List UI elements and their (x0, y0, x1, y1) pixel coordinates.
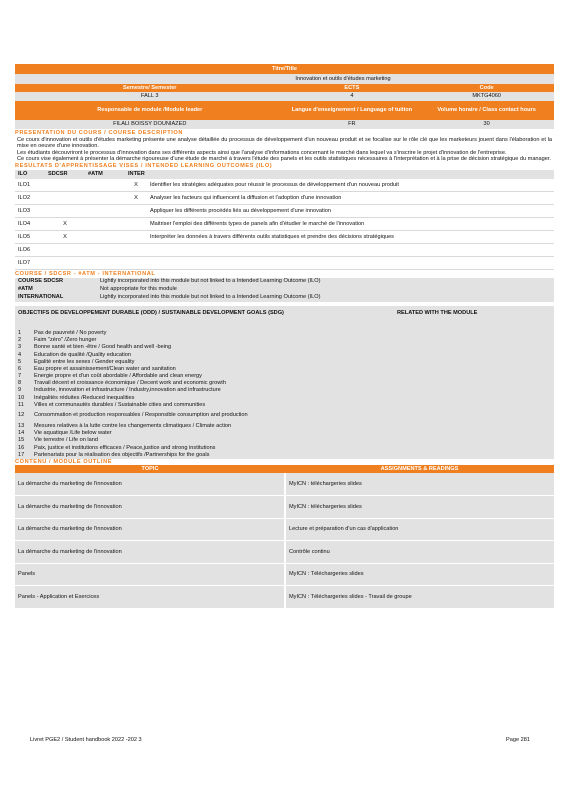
sdg-number: 15 (18, 437, 25, 444)
sdg-number: 6 (18, 365, 22, 372)
sdg-number: 8 (18, 380, 22, 387)
outline-row (15, 518, 554, 541)
ilo-table (15, 170, 554, 271)
syllabus-page (15, 64, 554, 609)
outline-topic: La démarche du marketing de l'innovation (15, 496, 285, 519)
international-label: INTERNATIONAL (18, 294, 64, 301)
outline-row (15, 541, 554, 564)
ilo-id: ILO2 (15, 192, 45, 205)
sdg-related-cell (367, 423, 554, 430)
ilo-row (15, 192, 554, 205)
outline-topic: Panels - Application et Exercices (15, 586, 285, 609)
ilo-inter-mark (125, 231, 147, 244)
outline-reading: Lecture et préparation d'un cas d'application (285, 518, 554, 541)
sdg-row (15, 387, 554, 394)
page-footer (30, 737, 530, 744)
sdg-related-cell (367, 387, 554, 394)
description-paragraph: Ce cours vise également à présenter la démarche rigoureuse d'une étude de marché à travers l'étude des panels et les outils statistiques nécessaires à l'interprétation et à la prise de décision stratégique du manager. (17, 156, 551, 163)
sdg-number: 17 (18, 451, 25, 458)
ilo-inter-mark (125, 257, 147, 270)
sdg-goal: Paix, justice et institutions efficaces / Peace,justice and strong institutions (34, 444, 216, 451)
sdg-row (15, 444, 554, 451)
ilo-row (15, 231, 554, 244)
ects-value: 4 (350, 93, 354, 100)
sdcsr-col-header: SDCSR (48, 170, 68, 177)
sdg-goal: Inégalités réduites /Reduced inequalities (34, 394, 135, 401)
ilo-row (15, 244, 554, 257)
sdg-number: 1 (18, 329, 22, 336)
description-paragraph: Les étudiants découvriront le processus d'innovation dans ses différents aspects ainsi que l'analyse d'informations concernant le marché dans lequel va s'inscrire le projet d'innovation de l'entreprise. (17, 149, 507, 156)
description-paragraph: Ce cours d'innovation et outils d'études marketing présente une analyse détaillée du processus de développement d'un nouveau produit et se focalise sur le rôle clé que les marketeurs jouent dans l'élaboration et la mise en oeuvre d'une innovation. (17, 136, 552, 150)
sdg-goal: Eau propre et assainissement/Clean water and sanitation (34, 365, 176, 372)
sdg-row (15, 373, 554, 380)
ilo-sdcsr-mark (45, 244, 85, 257)
ilo-row (15, 179, 554, 192)
sdg-related-cell (367, 358, 554, 365)
atm-label: #ATM (18, 286, 33, 293)
sdg-heading: OBJECTIFS DE DEVELOPPEMENT DURABLE (ODD) / SUSTAINABLE DEVELOPMENT GOALS (SDG) (18, 309, 284, 316)
ilo-heading: RESULTATS D'APPRENTISSAGE VISES / INTENDED LEARNING OUTCOMES (ILO) (15, 162, 273, 169)
ilo-inter-mark (125, 218, 147, 231)
ilo-inter-mark (125, 244, 147, 257)
outline-table (15, 465, 554, 609)
sdg-number: 5 (18, 358, 22, 365)
outline-row (15, 586, 554, 609)
language-label: Langue d'enseignement / Language of tuition (285, 101, 420, 120)
sdg-row (15, 358, 554, 365)
outline-topic: La démarche du marketing de l'innovation (15, 473, 285, 496)
outline-topic: Panels (15, 563, 285, 586)
sdg-number: 16 (18, 444, 25, 451)
sdg-row (15, 423, 554, 430)
ilo-atm-mark (85, 218, 125, 231)
sdg-row (15, 337, 554, 344)
sdg-number: 10 (18, 394, 25, 401)
ilo-inter-mark: X (125, 179, 147, 192)
sdg-row (15, 402, 554, 409)
sdg-number: 12 (18, 412, 25, 419)
language-value: FR (348, 121, 356, 128)
ilo-row (15, 257, 554, 270)
sdg-number: 14 (18, 430, 25, 437)
volume-label: Volume horaire / Class contact hours (419, 101, 554, 120)
ilo-sdcsr-mark: X (45, 218, 85, 231)
sdg-goal: Faim "zéro" /Zero hunger (34, 337, 97, 344)
outline-topic: La démarche du marketing de l'innovation (15, 518, 285, 541)
ilo-text (147, 257, 554, 270)
sdg-row (15, 451, 554, 458)
responsible-label: Responsable de module /Module leader (15, 101, 285, 120)
sdg-goal: Industrie, innovation et infrastructure / Industry,innovation and infrastructure (34, 387, 221, 394)
title-label: Titre/Title (15, 64, 554, 74)
sdg-goal: Vie aquatique /Life below water (34, 430, 112, 437)
sdg-goal: Bonne santé et bien -être / Good health and well -being (34, 344, 172, 351)
outline-topic: La démarche du marketing de l'innovation (15, 541, 285, 564)
ilo-row (15, 218, 554, 231)
sdg-related-cell (367, 337, 554, 344)
ilo-text: Analyser les facteurs qui influencent la diffusion et l'adoption d'une innovation (147, 192, 554, 205)
sdg-table (15, 306, 554, 459)
ilo-id: ILO5 (15, 231, 45, 244)
ilo-atm-mark (85, 231, 125, 244)
topic-col-header: TOPIC (15, 465, 285, 473)
module-title: Innovation et outils d'études marketing (295, 75, 391, 82)
sdg-number: 4 (18, 351, 22, 358)
sdg-goal: Egalité entre les sexes / Gender equality (34, 358, 135, 365)
responsible-value: FILALI BOISSY DOUNIAZED (113, 121, 187, 128)
course-description (15, 137, 554, 163)
outline-reading: MyICN : Téléchargeries slides - Travail de groupe (285, 586, 554, 609)
course-sdcsr-label: COURSE SDCSR (18, 278, 64, 285)
ilo-text (147, 244, 554, 257)
sdg-related-cell (367, 380, 554, 387)
course-sdcsr-text: Lightly incorporated into this module but not linked to a Intended Learning Outcome (ILO) (100, 278, 321, 285)
outline-reading: MyICN : Téléchargeries slides (285, 563, 554, 586)
sdg-row (15, 330, 554, 337)
sdg-related-cell (367, 351, 554, 358)
handbook-label: Livret PGE2 / Student handbook 2022 -202 3 (30, 737, 142, 743)
ilo-inter-mark: X (125, 192, 147, 205)
sdg-related-cell (367, 409, 554, 423)
atm-col-header: #ATM (88, 170, 103, 177)
semester-value: FALL 3 (140, 93, 159, 100)
ilo-atm-mark (85, 257, 125, 270)
sdg-goal: Villes et communautés durables / Sustainable cities and communities (34, 401, 206, 408)
sdg-row (15, 430, 554, 437)
sdg-related-cell (367, 366, 554, 373)
sdg-row (15, 344, 554, 351)
sdg-number: 2 (18, 337, 22, 344)
sdg-number: 13 (18, 423, 25, 430)
sdg-row (15, 351, 554, 358)
outline-reading: MyICN : téléchargeries slides (285, 496, 554, 519)
ilo-sdcsr-mark (45, 257, 85, 270)
ilo-atm-mark (85, 192, 125, 205)
sdg-number: 9 (18, 387, 22, 394)
sdg-related-heading: RELATED WITH THE MODULE (397, 309, 478, 316)
ilo-text: Identifier les stratégies adéquates pour réussir le processus de développement d'un nouveau produit (147, 179, 554, 192)
sdg-goal: Partenariats pour la réalisation des objectifs /Partnerships for the goals (34, 451, 210, 458)
outline-reading: Contrôle continu (285, 541, 554, 564)
ilo-inter-mark (125, 205, 147, 218)
sdg-row (15, 394, 554, 401)
ilo-sdcsr-mark (45, 192, 85, 205)
sdg-related-cell (367, 451, 554, 458)
ilo-atm-mark (85, 179, 125, 192)
ilo-id: ILO4 (15, 218, 45, 231)
inter-col-header: INTER (128, 170, 145, 177)
outline-row (15, 496, 554, 519)
sdg-row (15, 366, 554, 373)
sdg-goal: Energie propre et d'un coût abordable / Affordable and clean energy (34, 373, 202, 380)
sdg-related-cell (367, 437, 554, 444)
ilo-text: Appliquer les différents procédés liés au développement d'une innovation (147, 205, 554, 218)
sdg-related-cell (367, 444, 554, 451)
ilo-id: ILO6 (15, 244, 45, 257)
sdg-related-cell (367, 394, 554, 401)
outline-heading: CONTENU / MODULE OUTLINE (15, 458, 113, 465)
sdg-related-cell (367, 373, 554, 380)
sdg-related-cell (367, 330, 554, 337)
ilo-id: ILO1 (15, 179, 45, 192)
sdg-number: 3 (18, 344, 22, 351)
ilo-col-header: ILO (18, 170, 28, 177)
atm-text: Not appropriate for this module (100, 286, 177, 293)
ilo-text: Interpréter les données à travers différents outils statistiques et prendre des décisions stratégiques (147, 231, 554, 244)
volume-value: 30 (483, 121, 490, 128)
ilo-atm-mark (85, 205, 125, 218)
sdg-goal: Pas de pauvreté / No poverty (34, 329, 107, 336)
sdg-related-cell (367, 402, 554, 409)
ilo-id: ILO3 (15, 205, 45, 218)
sdg-number: 7 (18, 373, 22, 380)
semester-label: Semestre/ Semester (15, 84, 285, 92)
sdg-goal: Mesures relatives à la lutte contre les changements climatiques / Climate action (34, 423, 232, 430)
sdg-related-cell (367, 430, 554, 437)
international-text: Lightly incorporated into this module but not linked to a Intended Learning Outcome (ILO) (100, 294, 321, 301)
ilo-sdcsr-mark (45, 179, 85, 192)
sdg-goal: Consommation et production responsables / Responsible consumption and production (34, 412, 248, 419)
sdg-row (15, 437, 554, 444)
ilo-sdcsr-mark: X (45, 231, 85, 244)
ilo-id: ILO7 (15, 257, 45, 270)
presentation-heading: PRESENTATION DU COURS / COURSE DESCRIPTION (15, 130, 183, 136)
ilo-row (15, 205, 554, 218)
sdg-row (15, 380, 554, 387)
outline-row (15, 563, 554, 586)
page-number: Page 281 (506, 737, 530, 743)
sdg-row (15, 409, 554, 423)
sdg-goal: Vie terrestre / Life on land (34, 437, 98, 444)
sdg-related-cell (367, 344, 554, 351)
code-label: Code (419, 84, 554, 92)
ilo-sdcsr-mark (45, 205, 85, 218)
assignments-col-header: ASSIGNMENTS & READINGS (285, 465, 554, 473)
course-sdcsr-table (15, 278, 554, 302)
ilo-text: Maitriser l'emploi des différents types de panels afin d'étudier le marché de l'innovation (147, 218, 554, 231)
outline-reading: MyICN : téléchargeries slides (285, 473, 554, 496)
module-header-table (15, 64, 554, 129)
sdg-number: 11 (18, 401, 24, 408)
outline-row (15, 473, 554, 496)
sdg-goal: Travail décent et croissance économique / Decent work and economic growth (34, 380, 226, 387)
ects-label: ECTS (285, 84, 420, 92)
sdg-goal: Education de qualité /Quality education (34, 351, 132, 358)
ilo-atm-mark (85, 244, 125, 257)
code-value: MKTG4060 (472, 93, 501, 100)
course-sdcsr-heading: COURSE / SDCSR - #ATM - INTERNATIONAL (15, 271, 156, 278)
